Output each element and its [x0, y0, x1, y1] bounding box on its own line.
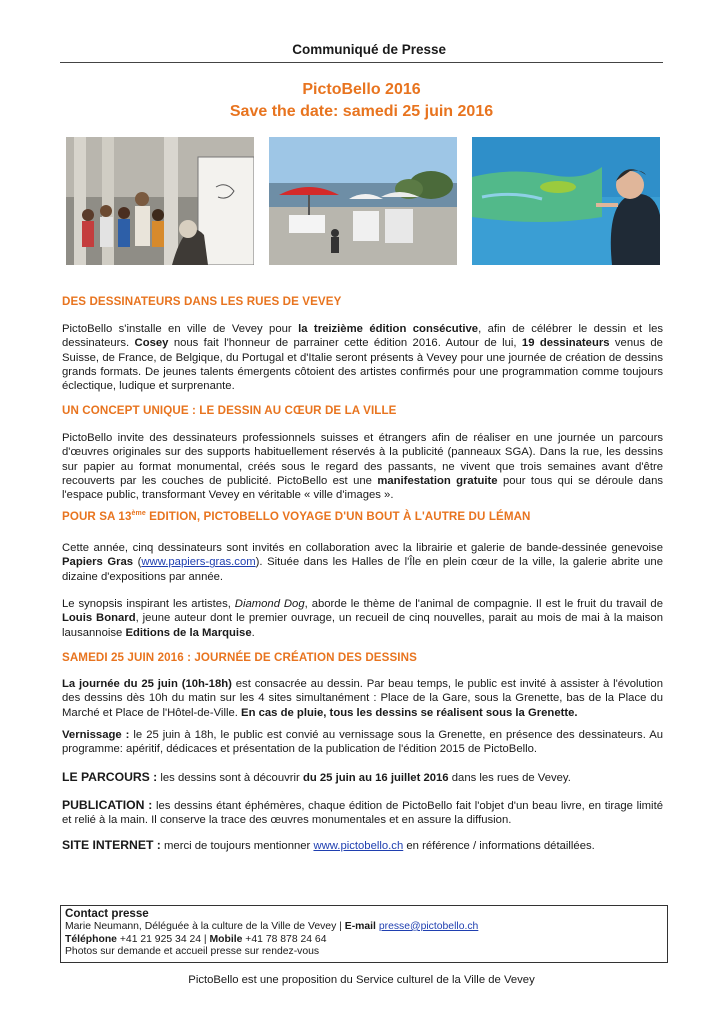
contact-title: Contact presse [65, 907, 149, 920]
section-heading-concept: UN CONCEPT UNIQUE : LE DESSIN AU CŒUR DE LA VILLE [62, 404, 397, 417]
header-divider [60, 62, 663, 63]
page-title: PictoBello 2016 [302, 81, 421, 98]
paragraph-synopsis: Le synopsis inspirant les artistes, Diamond Dog, aborde le thème de l'animal de compagnie. Il est le fruit du travail de Louis Bonard, jeune auteur dont le premier ouvrage, un recueil de cinq nouvelles, parait au mois de mai à la maison lausannoise Editions de la Marquise. [62, 598, 664, 639]
press-contact-box [60, 905, 668, 963]
market-stands-photo [269, 137, 457, 265]
paragraph-site-internet: SITE INTERNET : merci de toujours mentionner www.pictobello.ch en référence / informations détaillées. [62, 838, 595, 852]
paragraph-parcours: LE PARCOURS : les dessins sont à découvrir du 25 juin au 16 juillet 2016 dans les rues de Vevey. [62, 770, 571, 784]
paragraph-artists: PictoBello s'installe en ville de Vevey pour la treizième édition consécutive, afin de célébrer le dessin et les dessinateurs. Cosey nous fait l'honneur de parrainer cette édition 2016. Autour de lui, 19 dessinateurs venus de Suisse, de France, de Belgique, du Portugal et d'Italie seront présents à Vevey pour une journée de création de dessins grands formats. De jeunes talents émergents côtoient des artistes confirmés pour une programmation comme toujours éclectique, ludique et surprenante. [62, 323, 664, 393]
papiers-gras-link[interactable]: www.papiers-gras.com [141, 556, 256, 569]
photo-strip [66, 137, 660, 265]
contact-line-email: Marie Neumann, Déléguée à la culture de la Ville de Vevey | E-mail presse@pictobello.ch [65, 920, 479, 932]
children-drawing-photo [66, 137, 254, 265]
contact-line-phone: Téléphone +41 21 925 34 24 | Mobile +41 78 878 24 64 [65, 933, 327, 945]
contact-email-link[interactable]: presse@pictobello.ch [378, 920, 479, 932]
section-heading-creation-day: SAMEDI 25 JUIN 2016 : JOURNÉE DE CRÉATION DES DESSINS [62, 651, 417, 664]
footer-note: PictoBello est une proposition du Service culturel de la Ville de Vevey [188, 974, 535, 986]
paragraph-publication: PUBLICATION : les dessins étant éphémères, chaque édition de PictoBello fait l'objet d'un beau livre, en tirage limité et relié à la main. Il conserve la trace des œuvres monumentales et en assure la diffusion. [62, 798, 663, 827]
section-heading-artists: DES DESSINATEURS DANS LES RUES DE VEVEY [62, 295, 342, 308]
contact-line-photos: Photos sur demande et accueil presse sur rendez-vous [65, 946, 320, 958]
paragraph-creation-day: La journée du 25 juin (10h-18h) est consacrée au dessin. Par beau temps, le public est invité à assister à l'évolution des dessins dès 10h du matin sur les 4 sites simultanément : Place de la Gare, sous la Grenette, bas de la Place du Marché et Place de l'Hôtel-de-Ville. En cas de pluie, tous les dessins se réalisent sous la Grenette. [62, 678, 664, 719]
press-release-page [60, 0, 663, 1024]
page-subtitle: Save the date: samedi 25 juin 2016 [229, 103, 494, 120]
document-type-header: Communiqué de Presse [292, 42, 446, 57]
section-heading-edition: POUR SA 13ème EDITION, PICTOBELLO VOYAGE D'UN BOUT À L'AUTRE DU LÉMAN [62, 510, 531, 523]
paragraph-papiers-gras: Cette année, cinq dessinateurs sont invités en collaboration avec la librairie et galerie de bande-dessinée genevoise Papiers Gras (www.papiers-gras.com). Située dans les Halles de l'Île en plein cœur de la ville, la galerie abrite une dizaine d'expositions par année. [62, 542, 663, 583]
artist-painting-photo [472, 137, 660, 265]
pictobello-website-link[interactable]: www.pictobello.ch [313, 840, 404, 852]
paragraph-vernissage: Vernissage : le 25 juin à 18h, le public est convié au vernissage sous la Grenette, en présence des dessinateurs. Au programme: apéritif, dédicaces et présentation de la publication de l'édition 2015 de PictoBello. [62, 729, 664, 756]
paragraph-concept: PictoBello invite des dessinateurs professionnels suisses et étrangers afin de réaliser en une journée un parcours d'œuvres originales sur des supports habituellement réservés à la publicité (panneaux SGA). Dans la rue, les dessins sur papier au format monumental, créés sous le regard des passants, ne vivent que trois semaines avant d'être recouverts par les couches de publicité. PictoBello est une manifestation gratuite pour tous qui se déroule dans l'espace public, transformant Vevey en véritable « ville d'images ». [62, 432, 663, 502]
